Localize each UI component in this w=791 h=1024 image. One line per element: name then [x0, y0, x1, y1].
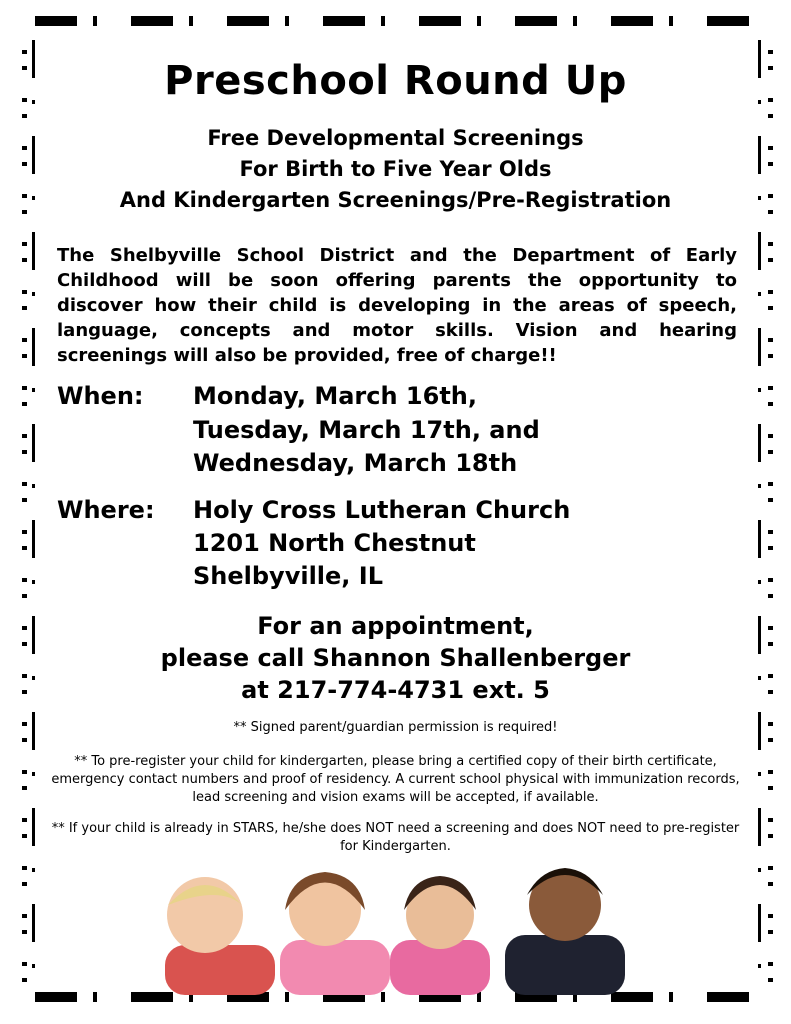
subtitle-3: And Kindergarten Screenings/Pre-Registration [119, 188, 672, 212]
where-line-1: Holy Cross Lutheran Church [193, 496, 571, 524]
border-left [32, 40, 35, 984]
subtitle-2: For Birth to Five Year Olds [239, 157, 552, 181]
when-line-3: Wednesday, March 18th [193, 449, 518, 477]
subtitle-1: Free Developmental Screenings [207, 126, 584, 150]
border-left-dots [22, 40, 27, 984]
where-line-3: Shelbyville, IL [193, 562, 383, 590]
permission-note: ** Signed parent/guardian permission is required! [233, 720, 558, 735]
child-3 [390, 876, 490, 995]
when-line-1: Monday, March 16th, [193, 382, 478, 410]
when-label: When: [57, 382, 144, 410]
child-4 [505, 868, 625, 995]
where-label: Where: [57, 496, 155, 524]
children-photo [160, 860, 630, 995]
preregister-note: ** To pre-register your child for kindergarten, please bring a certified copy of their birth certificate, emergency contact numbers and proof of residency. A current school physical with immunization records, lead screening and vision exams will be accepted, if available. [51, 754, 740, 805]
border-right [758, 40, 761, 984]
border-top [35, 16, 756, 26]
intro-paragraph: The Shelbyville School District and the Department of Early Childhood will be soon offering parents the opportunity to discover how their child is developing in the areas of speech, language, concepts and motor skills. Vision and hearing screenings will also be provided, free of charge!! [57, 245, 737, 366]
border-right-dots [768, 40, 773, 984]
child-1 [165, 877, 275, 995]
stars-note: ** If your child is already in STARS, he/she does NOT need a screening and does NOT need to pre-register for Kindergarten. [51, 821, 740, 854]
child-2 [280, 872, 390, 995]
appointment-line-3: at 217-774-4731 ext. 5 [241, 676, 550, 704]
appointment-line-2: please call Shannon Shallenberger [160, 644, 631, 672]
where-line-2: 1201 North Chestnut [193, 529, 476, 557]
page-title: Preschool Round Up [164, 58, 627, 104]
when-line-2: Tuesday, March 17th, and [193, 416, 540, 444]
appointment-line-1: For an appointment, [257, 612, 534, 640]
